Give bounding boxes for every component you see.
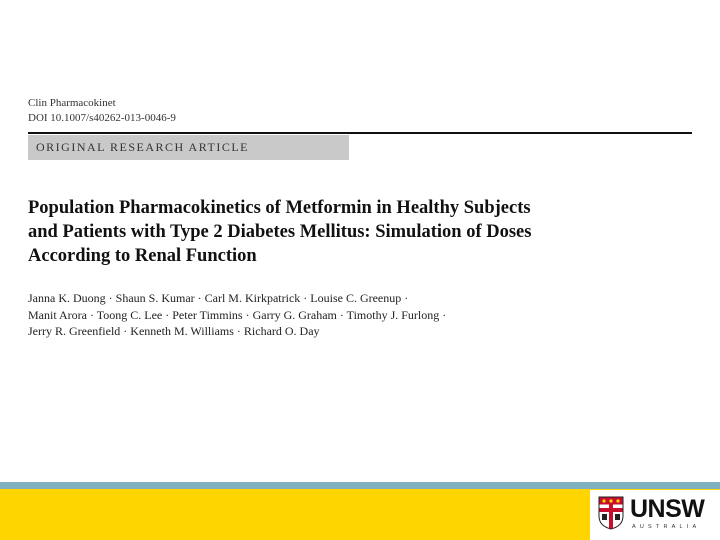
title-line-1: Population Pharmacokinetics of Metformin in Healthy Subjects: [28, 198, 531, 218]
journal-header: [28, 96, 176, 126]
paper-title: [28, 196, 668, 268]
header-rule: [28, 132, 692, 134]
author-line-3: Jerry R. Greenfield · Kenneth M. Williams · Richard O. Day: [28, 324, 320, 338]
article-type-banner: [28, 135, 349, 160]
crest-icon: [598, 496, 624, 530]
journal-doi: DOI 10.1007/s40262-013-0046-9: [28, 112, 176, 124]
author-line-1: Janna K. Duong · Shaun S. Kumar · Carl M. Kirkpatrick · Louise C. Greenup ·: [28, 291, 409, 305]
journal-name: Clin Pharmacokinet: [28, 97, 116, 109]
title-line-3: According to Renal Function: [28, 246, 257, 266]
author-line-2: Manit Arora · Toong C. Lee · Peter Timmins · Garry G. Graham · Timothy J. Furlong ·: [28, 307, 447, 322]
footer-blue-band: [0, 482, 720, 489]
author-list: [28, 290, 668, 340]
logo-subtext: AUSTRALIA: [632, 524, 701, 530]
unsw-logo: [590, 490, 720, 540]
article-type-label: ORIGINAL RESEARCH ARTICLE: [36, 140, 249, 154]
logo-text: UNSW: [630, 495, 705, 523]
title-line-2: and Patients with Type 2 Diabetes Mellitus: Simulation of Doses: [28, 222, 532, 242]
